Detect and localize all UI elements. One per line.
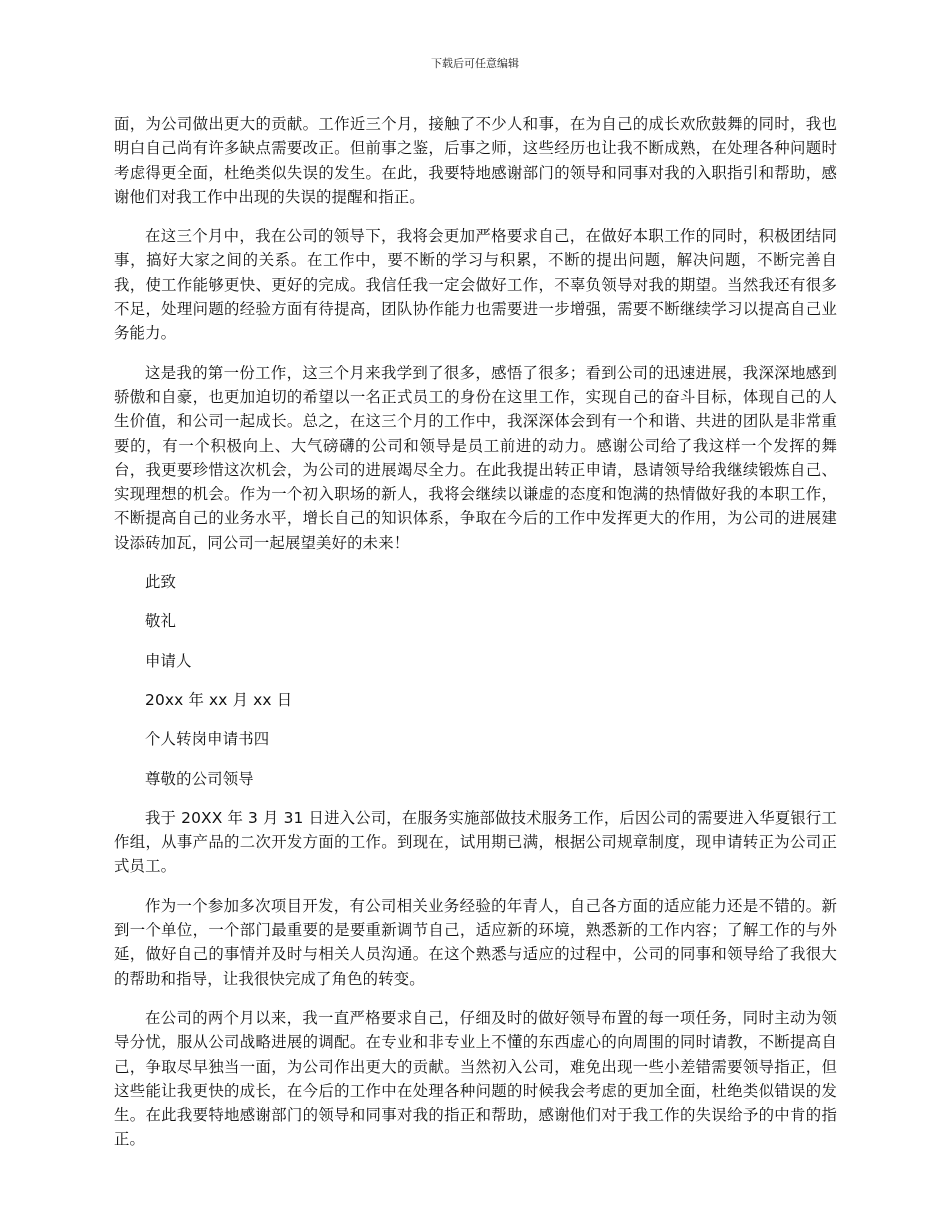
page-header: 下载后可任意编辑: [431, 57, 519, 70]
salutation-line: 敬礼: [145, 612, 177, 631]
closing-line: 此致: [145, 573, 177, 592]
paragraph: 在这三个月中，我在公司的领导下，我将会更加严格要求自己，在做好本职工作的同时，积极团结同事，搞好大家之间的关系。在工作中，要不断的学习与积累，不断的提出问题，解决问题，不断完善自我，使工作能够更快、更好的完成。我信任我一定会做好工作，不辜负领导对我的期望。当然我还有很多不足，处理问题的经验方面有待提高，团队协作能力也需要进一步增强，需要不断继续学习以提高自己业务能力。: [114, 227, 837, 343]
section-title: 个人转岗申请书四: [145, 730, 270, 749]
paragraph: 作为一个参加多次项目开发，有公司相关业务经验的年青人，自己各方面的适应能力还是不错的。新到一个单位，一个部门最重要的是要重新调节自己，适应新的环境，熟悉新的工作内容；了解工作的与外延，做好自己的事情并及时与相关人员沟通。在这个熟悉与适应的过程中，公司的同事和领导给了我很大的帮助和指导，让我很快完成了角色的转变。: [114, 896, 837, 988]
paragraph: 面，为公司做出更大的贡献。工作近三个月，接触了不少人和事，在为自己的成长欢欣鼓舞的同时，我也明白自己尚有许多缺点需要改正。但前事之鉴，后事之师，这些经历也让我不断成熟，在处理各种问题时考虑得更全面，杜绝类似失误的发生。在此，我要特地感谢部门的领导和同事对我的入职指引和帮助，感谢他们对我工作中出现的失误的提醒和指正。: [114, 115, 837, 206]
paragraph: 我于 20XX 年 3 月 31 日进入公司，在服务实施部做技术服务工作，后因公司的需要进入华夏银行工作组，从事产品的二次开发方面的工作。到现在，试用期已满，根据公司规章制度，现申请转正为公司正式员工。: [114, 808, 837, 876]
date-line: 20xx 年 xx 月 xx 日: [145, 690, 293, 709]
paragraph: 这是我的第一份工作，这三个月来我学到了很多，感悟了很多；看到公司的迅速进展，我深深地感到骄傲和自豪，也更加迫切的希望以一名正式员工的身份在这里工作，实现自己的奋斗目标，体现自己的人生价值，和公司一起成长。总之，在这三个月的工作中，我深深体会到有一个和谐、共进的团队是非常重要的，有一个积极向上、大气磅礴的公司和领导是员工前进的动力。感谢公司给了我这样一个发挥的舞台，我更要珍惜这次机会，为公司的进展竭尽全力。在此我提出转正申请，恳请领导给我继续锻炼自己、实现理想的机会。作为一个初入职场的新人，我将会继续以谦虚的态度和饱满的热情做好我的本职工作，不断提高自己的业务水平，增长自己的知识体系，争取在今后的工作中发挥更大的作用，为公司的进展建设添砖加瓦，同公司一起展望美好的未来！: [114, 363, 837, 552]
applicant-label: 申请人: [145, 651, 192, 670]
paragraph: 在公司的两个月以来，我一直严格要求自己，仔细及时的做好领导布置的每一项任务，同时主动为领导分忧，服从公司战略进展的调配。在专业和非专业上不懂的东西虚心的向周围的同时请教，不断提高自己，争取尽早独当一面，为公司作出更大的贡献。当然初入公司，难免出现一些小差错需要领导指正，但这些能让我更快的成长，在今后的工作中在处理各种问题的时候我会考虑的更加全面，杜绝类似错误的发生。在此我要特地感谢部门的领导和同事对我的指正和帮助，感谢他们对于我工作的失误给予的中肯的指正。: [114, 1008, 837, 1149]
addressee-line: 尊敬的公司领导: [145, 769, 254, 788]
document-body: [114, 112, 837, 1152]
